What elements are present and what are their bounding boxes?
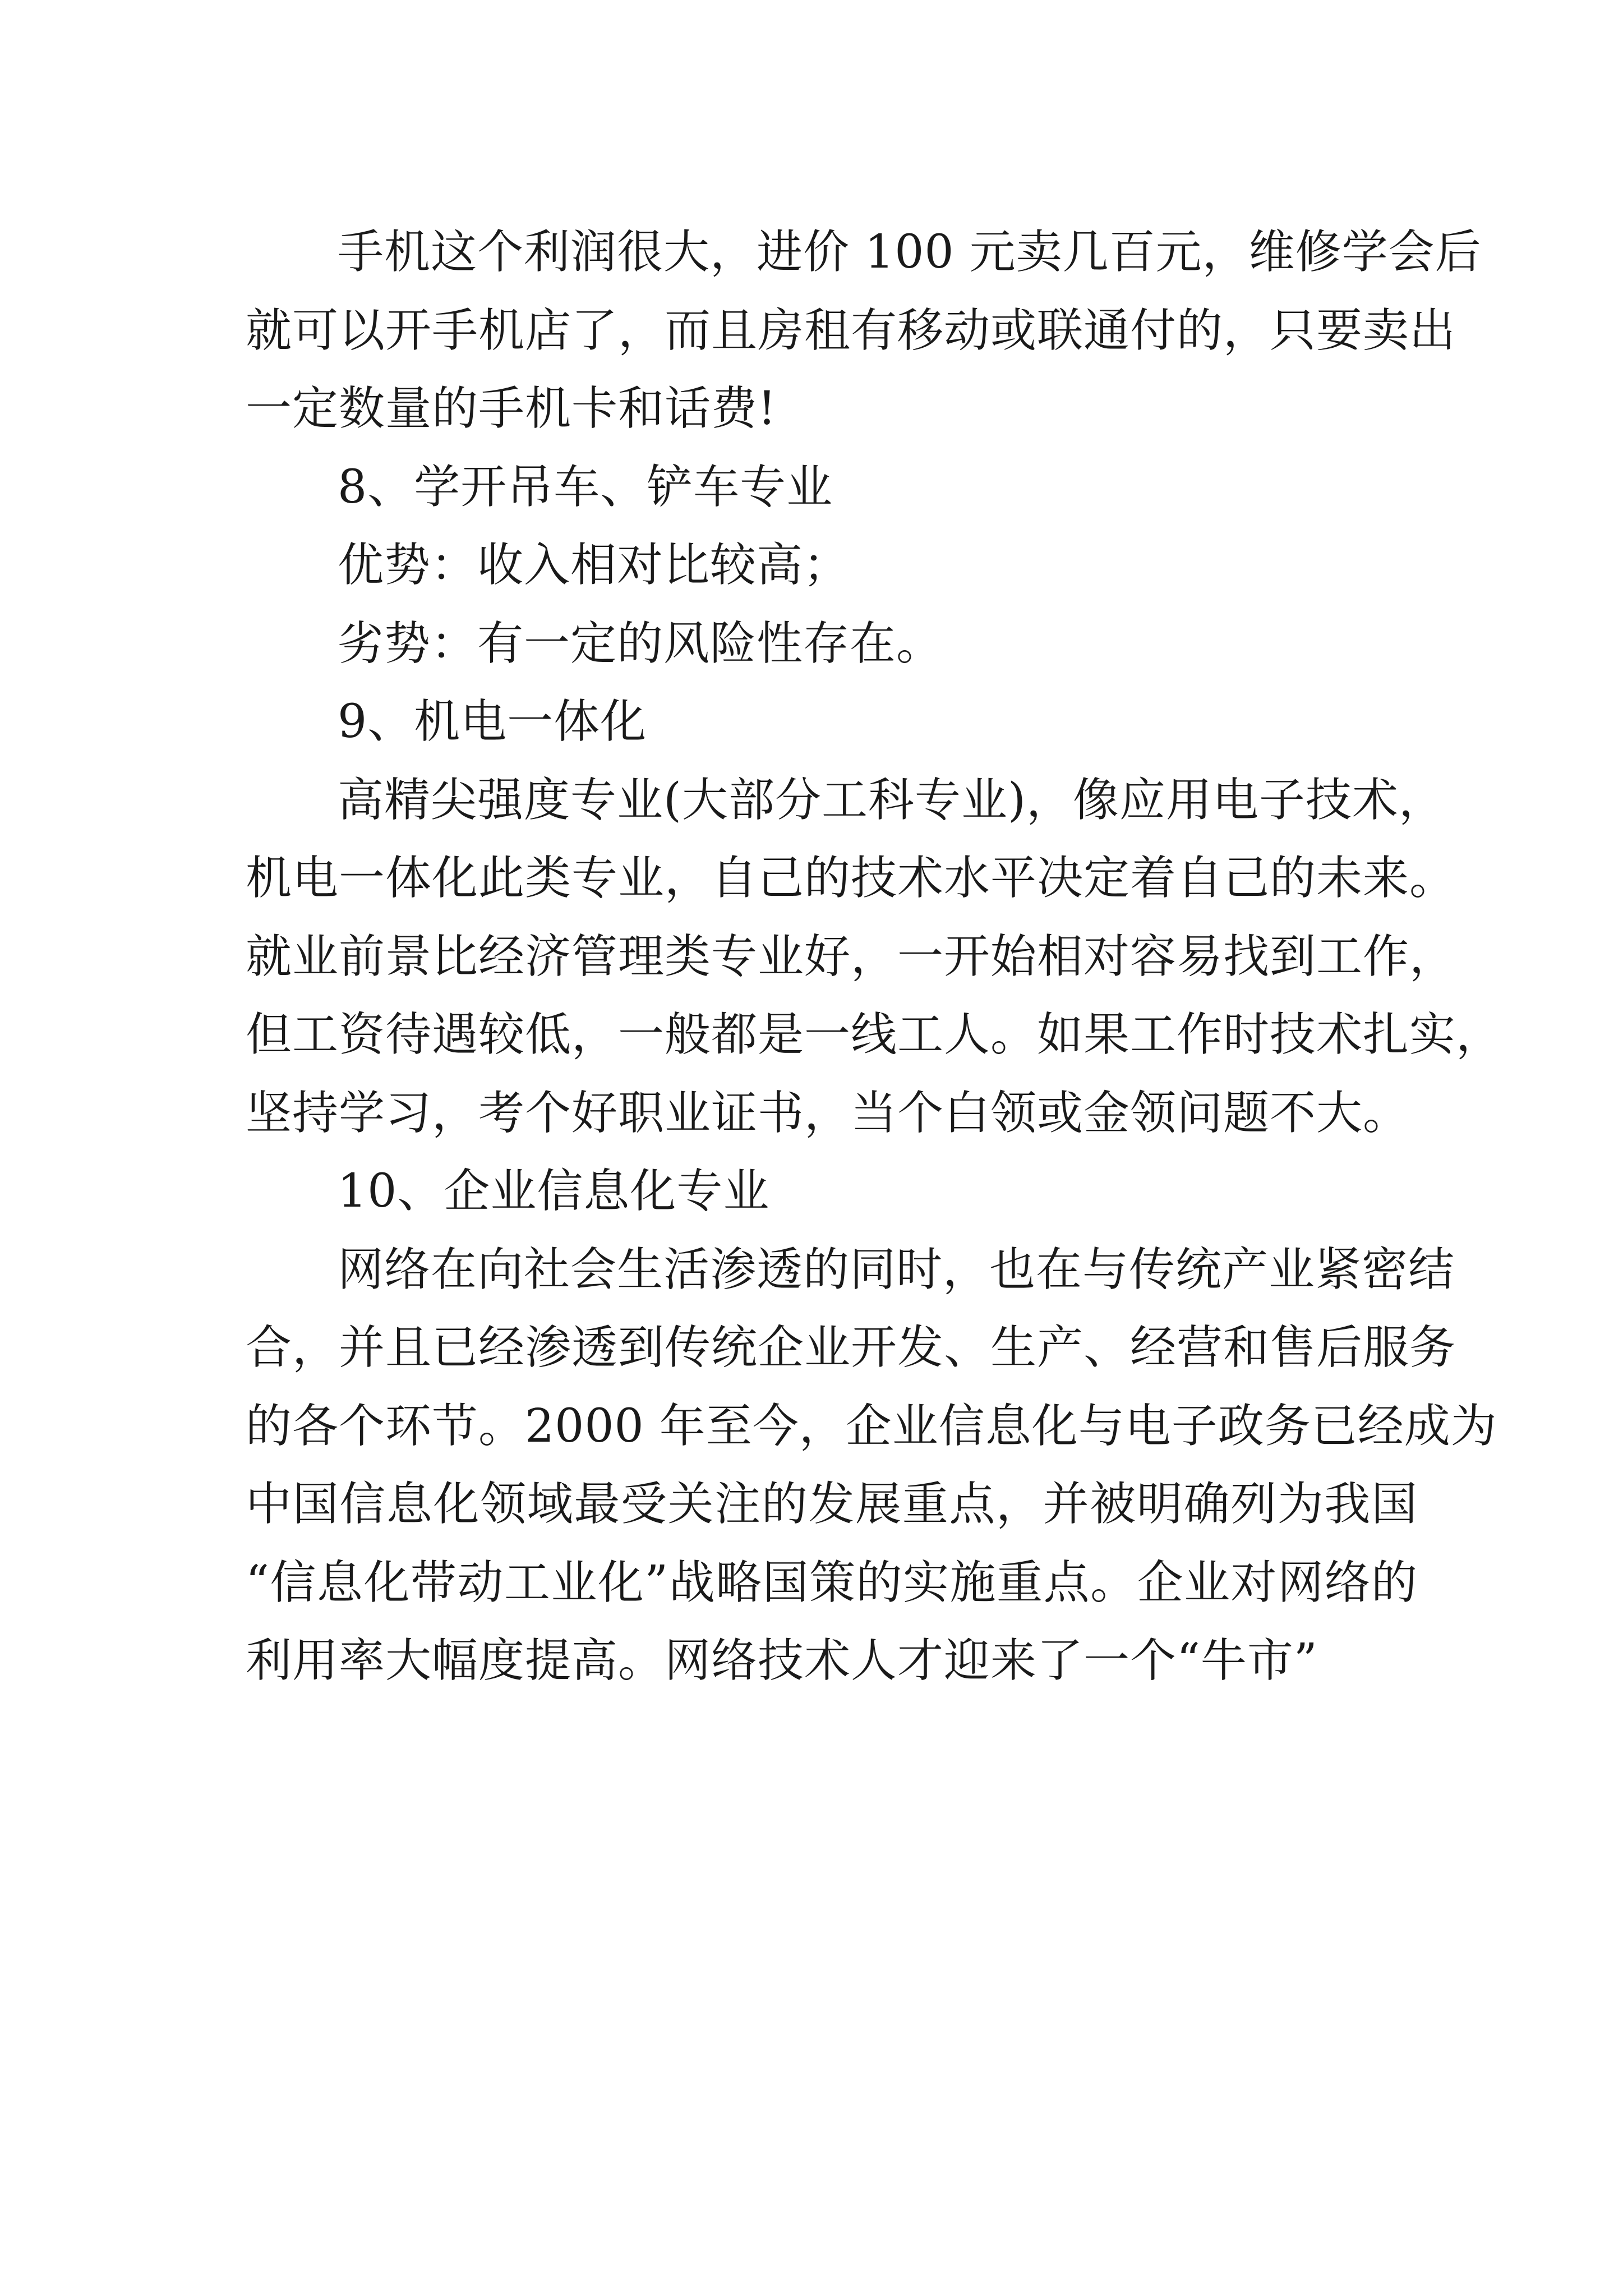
paragraph-line: “信息化带动工业化”战略国策的实施重点。企业对网络的 bbox=[246, 1556, 1418, 1609]
paragraph-line: 利用率大幅度提高。网络技术人才迎来了一个“牛市” bbox=[246, 1634, 1318, 1687]
paragraph-line: 坚持学习，考个好职业证书，当个白领或金领问题不大。 bbox=[246, 1086, 1410, 1140]
section-heading: 10、企业信息化专业 bbox=[338, 1165, 770, 1218]
paragraph-line: 优势：收入相对比较高； bbox=[338, 539, 850, 592]
paragraph-line: 就业前景比经济管理类专业好，一开始相对容易找到工作， bbox=[246, 930, 1456, 983]
paragraph-line: 的各个环节。2000 年至今，企业信息化与电子政务已经成为 bbox=[246, 1399, 1497, 1453]
paragraph-line: 但工资待遇较低，一般都是一线工人。如果工作时技术扎实， bbox=[246, 1008, 1503, 1061]
section-heading: 9、机电一体化 bbox=[338, 695, 647, 748]
section-heading: 8、学开吊车、铲车专业 bbox=[338, 460, 833, 514]
paragraph-line: 高精尖强度专业(大部分工科专业)，像应用电子技术， bbox=[338, 773, 1445, 827]
paragraph-line: 机电一体化此类专业，自己的技术水平决定着自己的未来。 bbox=[246, 852, 1456, 905]
paragraph-line: 劣势：有一定的风险性存在。 bbox=[338, 616, 943, 670]
paragraph-line: 一定数量的手机卡和话费! bbox=[246, 382, 777, 435]
paragraph-line: 中国信息化领域最受关注的发展重点，并被明确列为我国 bbox=[246, 1478, 1418, 1531]
paragraph-line: 手机这个利润很大，进价 100 元卖几百元，维修学会后 bbox=[338, 226, 1482, 279]
body-text bbox=[246, 213, 1503, 1700]
paragraph-line: 网络在向社会生活渗透的同时，也在与传统产业紧密结 bbox=[338, 1243, 1455, 1296]
paragraph-line: 合，并且已经渗透到传统企业开发、生产、经营和售后服务 bbox=[246, 1321, 1456, 1374]
paragraph-line: 就可以开手机店了，而且房租有移动或联通付的，只要卖出 bbox=[246, 303, 1456, 357]
